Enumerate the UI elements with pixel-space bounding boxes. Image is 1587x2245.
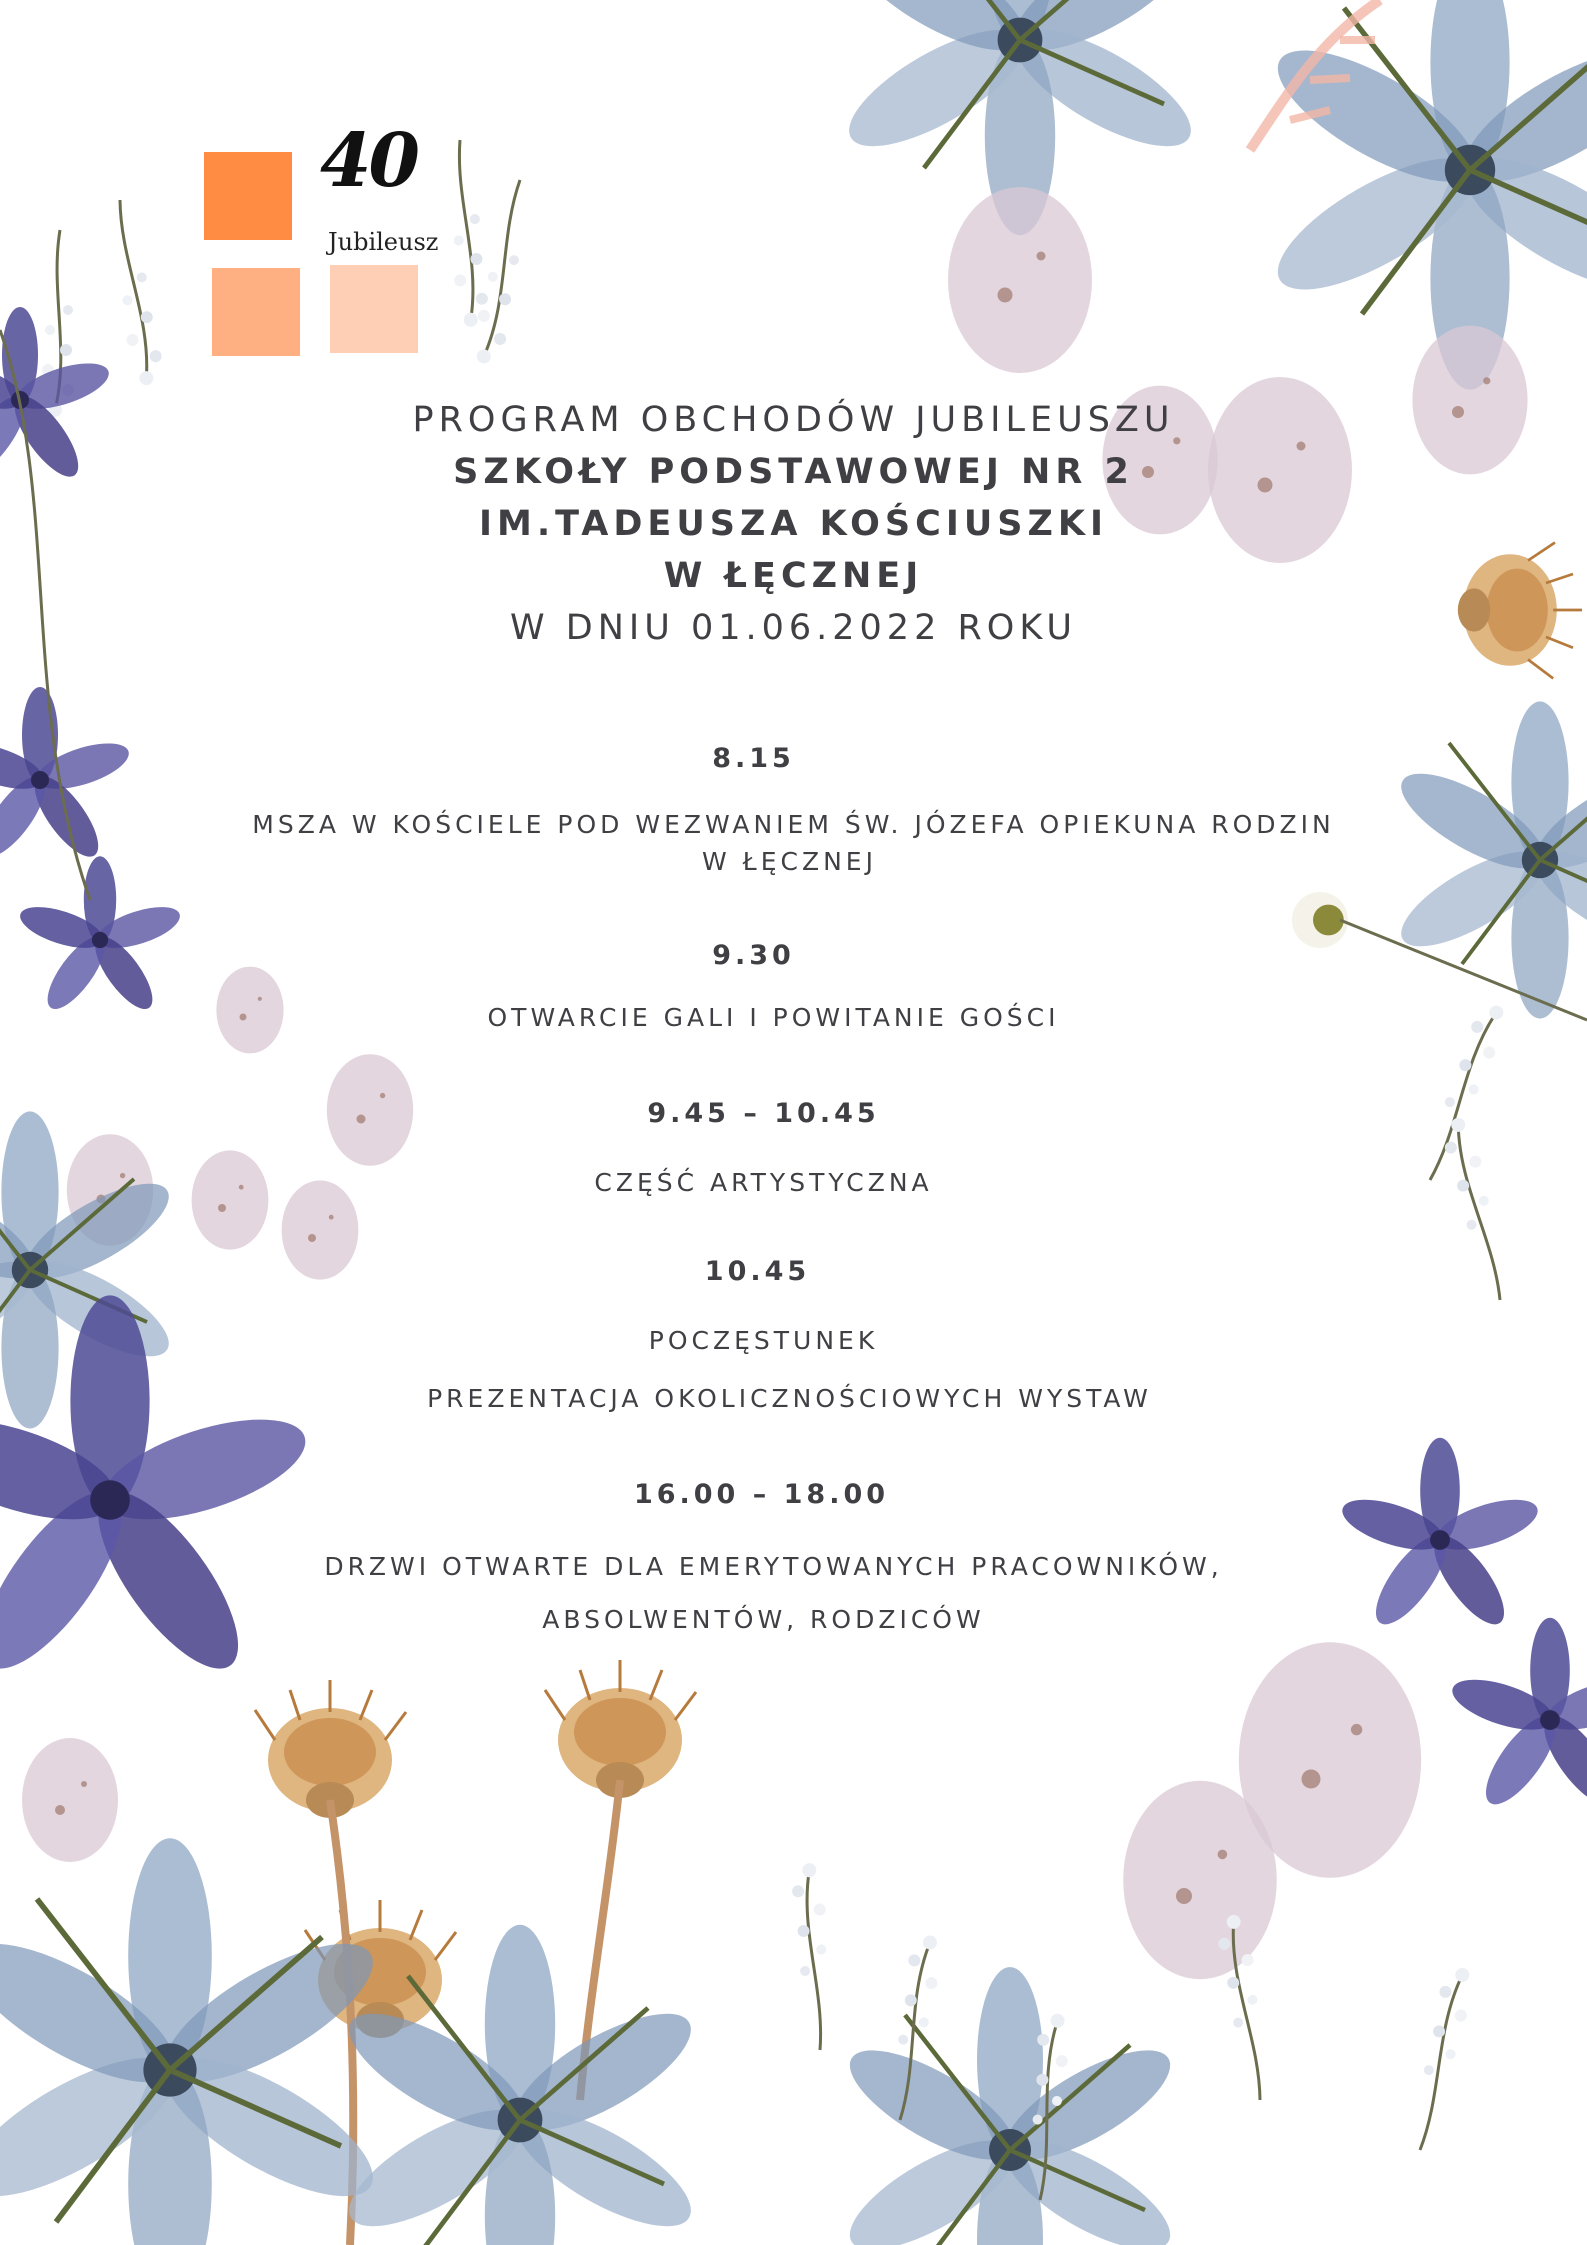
- logo-square-peach: [212, 268, 300, 356]
- schedule-desc-1b: W ŁĘCZNEJ: [702, 847, 877, 876]
- schedule-time-2: 9.30: [712, 940, 795, 971]
- schedule-desc-4a: POCZĘSTUNEK: [648, 1326, 879, 1355]
- logo-square-orange: [204, 152, 292, 240]
- title-line-4: W ŁĘCZNEJ: [663, 556, 924, 596]
- title-line-5: W DNIU 01.06.2022 ROKU: [510, 608, 1077, 648]
- schedule-desc-3: CZĘŚĆ ARTYSTYCZNA: [594, 1168, 933, 1197]
- title-line-2: SZKOŁY PODSTAWOWEJ NR 2: [453, 452, 1134, 492]
- schedule-time-4: 10.45: [704, 1256, 811, 1287]
- jubilee-logo: [200, 120, 460, 360]
- schedule-desc-4b: PREZENTACJA OKOLICZNOŚCIOWYCH WYSTAW: [427, 1384, 1152, 1413]
- logo-square-light-peach: [330, 265, 418, 353]
- schedule-time-3: 9.45 – 10.45: [647, 1098, 880, 1129]
- logo-word: Jubileusz: [328, 228, 439, 256]
- schedule-time-1: 8.15: [712, 743, 795, 774]
- schedule-desc-2: OTWARCIE GALI I POWITANIE GOŚCI: [487, 1003, 1060, 1032]
- program-title: [0, 394, 1587, 654]
- schedule-desc-5a: DRZWI OTWARTE DLA EMERYTOWANYCH PRACOWNIKÓW,: [324, 1552, 1223, 1581]
- schedule-desc-5b: ABSOLWENTÓW, RODZICÓW: [542, 1605, 985, 1634]
- schedule-desc-1a: MSZA W KOŚCIELE POD WEZWANIEM ŚW. JÓZEFA OPIEKUNA RODZIN: [252, 810, 1335, 839]
- title-line-3: IM.TADEUSZA KOŚCIUSZKI: [478, 504, 1108, 544]
- title-line-1: PROGRAM OBCHODÓW JUBILEUSZU: [412, 400, 1175, 440]
- schedule-time-5: 16.00 – 18.00: [633, 1479, 890, 1510]
- logo-number: 40: [320, 118, 417, 204]
